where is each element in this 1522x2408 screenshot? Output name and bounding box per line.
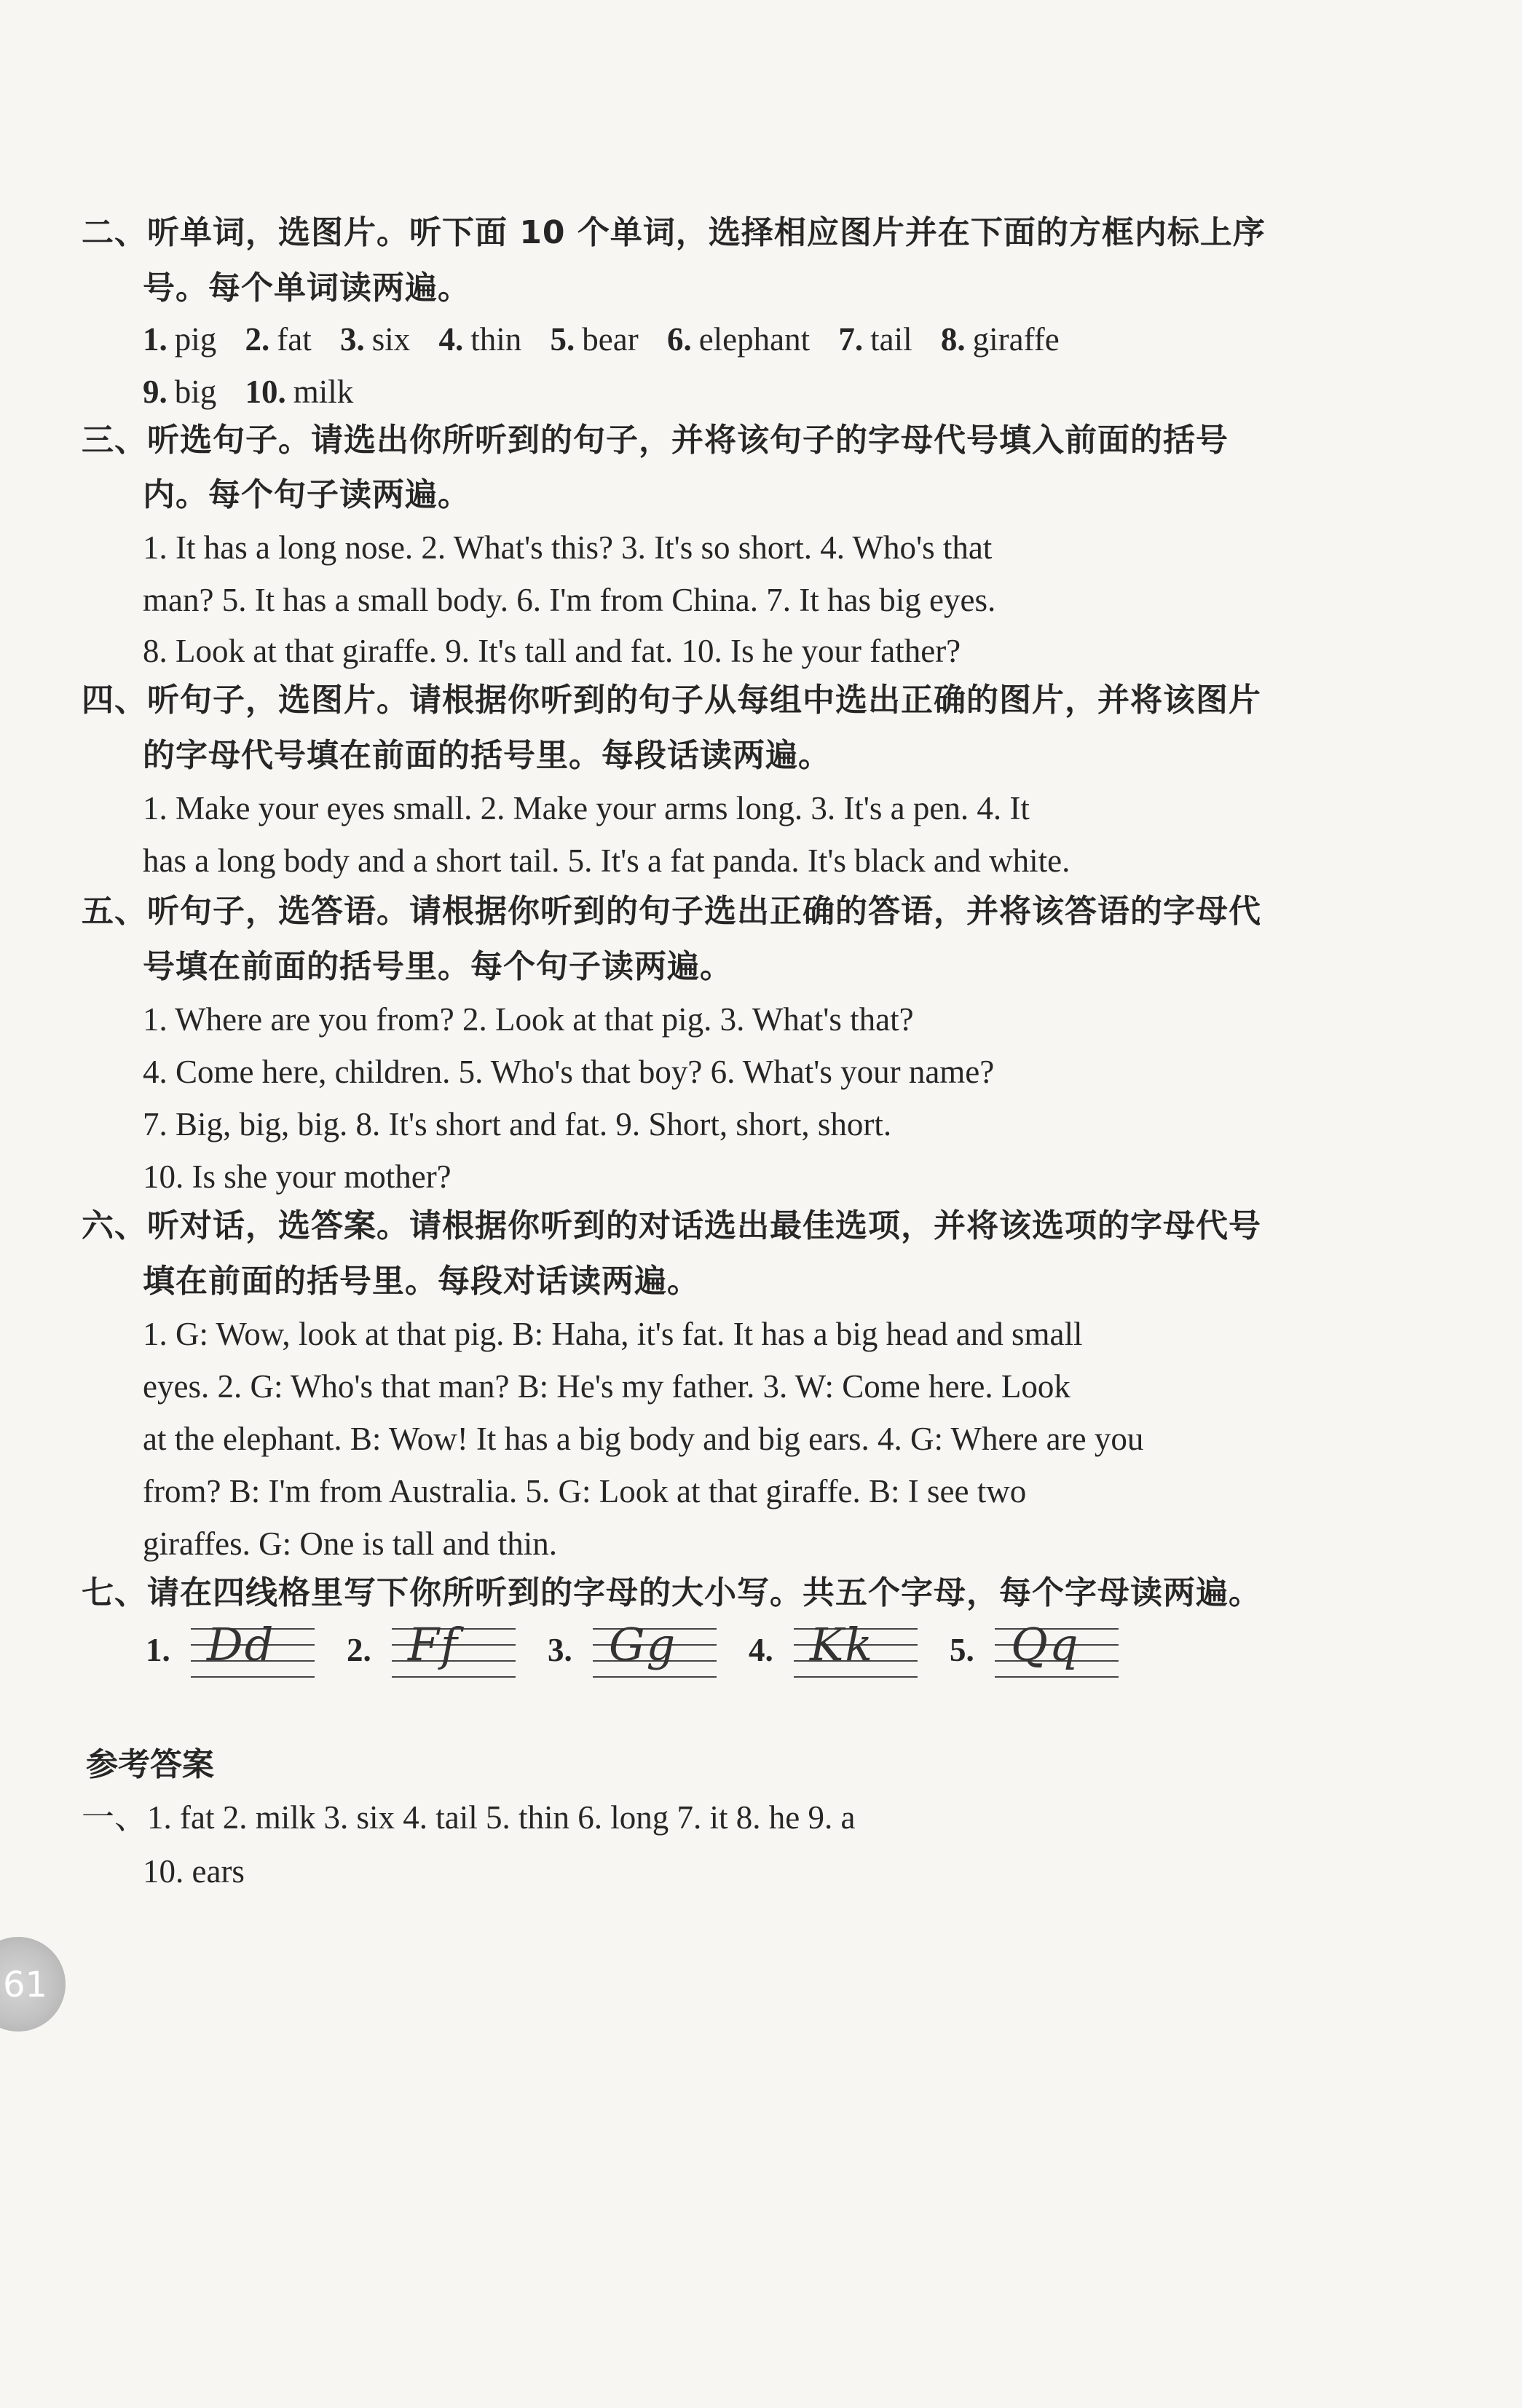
- sec2-heading-line2: 号。每个单词读两遍。: [143, 269, 470, 307]
- sec5-line1: 1. Where are you from? 2. Look at that pig. 3. What's that?: [143, 1001, 914, 1038]
- word: six: [371, 321, 411, 358]
- four-line-grid: [794, 1618, 918, 1676]
- sec5-line3: 7. Big, big, big. 8. It's short and fat. 9. Short, short, short.: [143, 1106, 892, 1142]
- word: tail: [870, 321, 912, 358]
- sec4-heading-line1: 四、听句子，选图片。请根据你听到的句子从每组中选出正确的图片，并将该图片: [82, 682, 1261, 719]
- sec4-line1: 1. Make your eyes small. 2. Make your arms long. 3. It's a pen. 4. It: [143, 790, 1030, 826]
- word: pig: [174, 321, 217, 358]
- letter-num: 3.: [548, 1632, 572, 1668]
- word: fat: [277, 321, 312, 358]
- handwritten-letter: Kk: [810, 1618, 874, 1671]
- sec3-line1: 1. It has a long nose. 2. What's this? 3. It's so short. 4. Who's that: [143, 529, 993, 566]
- sec6-line4: from? B: I'm from Australia. 5. G: Look at that giraffe. B: I see two: [143, 1473, 1027, 1509]
- letter-num: 1.: [146, 1632, 170, 1668]
- sec2-heading-line1: 二、听单词，选图片。听下面 10 个单词，选择相应图片并在下面的方框内标上序: [82, 214, 1266, 251]
- handwritten-letter: Qq: [1011, 1618, 1080, 1671]
- sec3-line3: 8. Look at that giraffe. 9. It's tall and fat. 10. Is he your father?: [143, 633, 961, 669]
- sec6-heading-line1: 六、听对话，选答案。请根据你听到的对话选出最佳选项，并将该选项的字母代号: [82, 1207, 1261, 1244]
- sec6-line3: at the elephant. B: Wow! It has a big body and big ears. 4. G: Where are you: [143, 1421, 1144, 1457]
- sec3-line2: man? 5. It has a small body. 6. I'm from China. 7. It has big eyes.: [143, 582, 996, 618]
- sec7-heading: 七、请在四线格里写下你所听到的字母的大小写。共五个字母，每个字母读两遍。: [82, 1574, 1261, 1611]
- four-line-grid: [995, 1618, 1119, 1676]
- word: big: [174, 374, 217, 410]
- sec5-heading-line2: 号填在前面的括号里。每个句子读两遍。: [143, 948, 733, 985]
- word-num: 6.: [666, 321, 692, 358]
- word-num: 9.: [143, 374, 167, 410]
- word: milk: [293, 374, 354, 410]
- four-line-grid: [392, 1618, 516, 1676]
- sec5-line4: 10. Is she your mother?: [143, 1158, 452, 1195]
- letter-num: 5.: [950, 1632, 974, 1668]
- sec4-heading-line2: 的字母代号填在前面的括号里。每段话读两遍。: [143, 737, 831, 774]
- word: giraffe: [972, 321, 1060, 358]
- answers-line2: 10. ears: [143, 1853, 245, 1890]
- handwritten-letter: Ff: [408, 1618, 459, 1671]
- answers-line1: 一、1. fat 2. milk 3. six 4. tail 5. thin 6. long 7. it 8. he 9. a: [82, 1799, 856, 1836]
- word-num: 4.: [438, 321, 464, 358]
- page-number: 61: [3, 1965, 48, 2005]
- sec5-heading-line1: 五、听句子，选答语。请根据你听到的句子选出正确的答语，并将该答语的字母代: [82, 893, 1261, 930]
- word: bear: [582, 321, 639, 358]
- answers-title: 参考答案: [86, 1746, 214, 1783]
- word: elephant: [698, 321, 811, 358]
- page-number-badge: [0, 1937, 66, 2032]
- handwritten-letter: Gg: [609, 1618, 677, 1671]
- sec6-line5: giraffes. G: One is tall and thin.: [143, 1525, 558, 1562]
- letter-num: 4.: [749, 1632, 773, 1668]
- word-num: 7.: [838, 321, 864, 358]
- word-num: 5.: [550, 321, 575, 358]
- sec4-line2: has a long body and a short tail. 5. It's a fat panda. It's black and white.: [143, 842, 1070, 879]
- word: thin: [470, 321, 522, 358]
- four-line-grid: [191, 1618, 315, 1676]
- word-num: 2.: [245, 321, 270, 358]
- word-num: 8.: [940, 321, 966, 358]
- sec3-heading-line1: 三、听选句子。请选出你所听到的句子，并将该句子的字母代号填入前面的括号: [82, 422, 1229, 459]
- handwritten-letter: Dd: [207, 1618, 275, 1671]
- word-num: 10.: [245, 374, 286, 410]
- sec5-line2: 4. Come here, children. 5. Who's that boy? 6. What's your name?: [143, 1054, 995, 1090]
- sec2-words-row1: [143, 317, 1080, 361]
- word-num: 1.: [143, 321, 167, 358]
- word-num: 3.: [339, 321, 365, 358]
- sec6-line1: 1. G: Wow, look at that pig. B: Haha, it's fat. It has a big head and small: [143, 1316, 1083, 1352]
- sec2-words-row2: [143, 370, 374, 414]
- four-line-grid-row: [146, 1618, 1165, 1683]
- sec3-heading-line2: 内。每个句子读两遍。: [143, 476, 470, 513]
- sec6-heading-line2: 填在前面的括号里。每段对话读两遍。: [143, 1263, 700, 1300]
- sec6-line2: eyes. 2. G: Who's that man? B: He's my father. 3. W: Come here. Look: [143, 1368, 1070, 1405]
- four-line-grid: [593, 1618, 717, 1676]
- letter-num: 2.: [347, 1632, 371, 1668]
